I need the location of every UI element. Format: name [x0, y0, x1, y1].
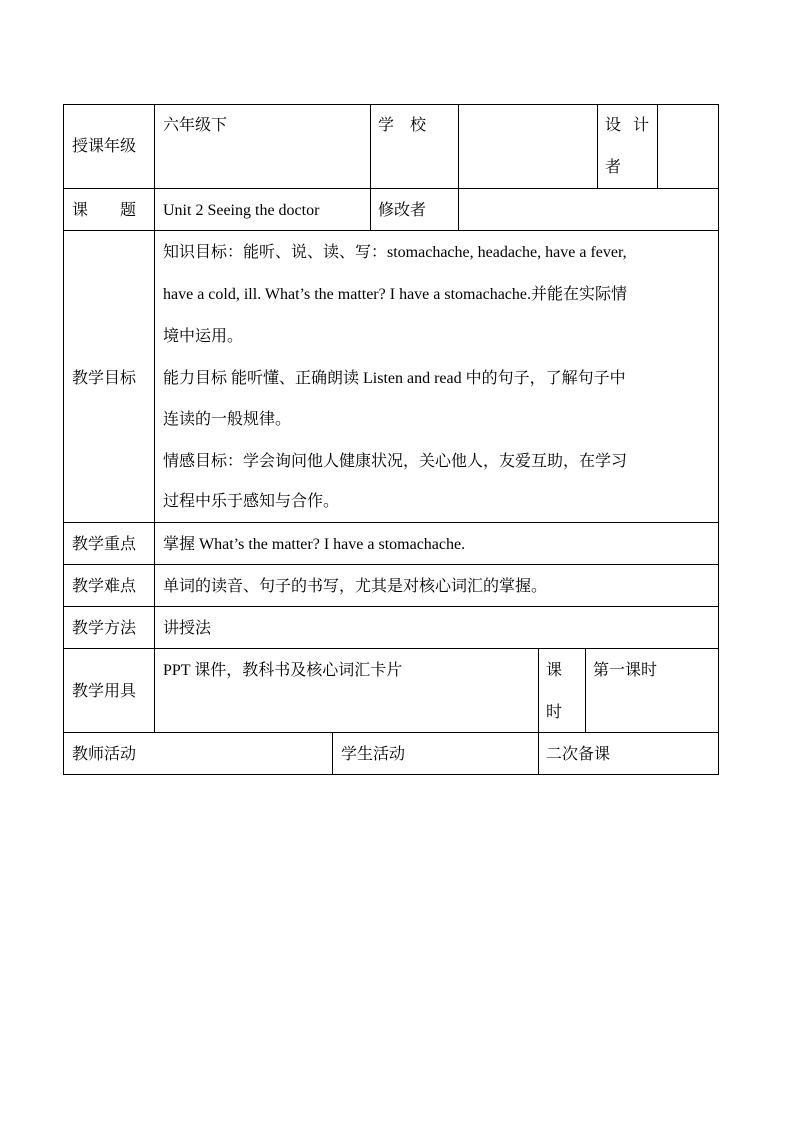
- rule-right: [718, 104, 719, 775]
- rule-r1-d: [657, 104, 658, 188]
- tools-label: 教学用具: [72, 683, 137, 700]
- period-label-line-1: 课: [546, 662, 563, 679]
- objectives-line-3: 境中运用。: [163, 328, 244, 345]
- objectives-line-6: 情感目标：学会询问他人健康状况，关心他人，友爱互助，在学习: [163, 453, 628, 470]
- topic-label: 课 题: [72, 202, 137, 219]
- rule-r7-b: [585, 648, 586, 732]
- rule-r1-b: [458, 104, 459, 188]
- grade-label: 授课年级: [72, 138, 137, 155]
- rule-bottom: [63, 774, 719, 775]
- rule-row2: [63, 230, 719, 231]
- objectives-line-5: 连读的一般规律。: [163, 411, 292, 428]
- teacher-activity-label: 教师活动: [72, 746, 137, 763]
- rule-r2-b: [458, 188, 459, 230]
- school-label: 学 校: [378, 117, 427, 134]
- objectives-line-2: have a cold, ill. What’s the matter? I have a stomachache.并能在实际情: [163, 286, 627, 303]
- student-activity-label: 学生活动: [341, 746, 406, 763]
- rule-r7-a: [538, 648, 539, 732]
- tools-value: PPT 课件，教科书及核心词汇卡片: [163, 662, 403, 679]
- methods-label: 教学方法: [72, 620, 137, 637]
- rule-label-column: [154, 104, 155, 732]
- grade-value: 六年级下: [163, 117, 228, 134]
- rule-top: [63, 104, 719, 105]
- designer-label-line-2: 者: [605, 159, 622, 176]
- reviser-label: 修改者: [378, 202, 427, 219]
- rule-row6: [63, 648, 719, 649]
- key-points-value: 掌握 What’s the matter? I have a stomachache.: [163, 536, 466, 553]
- objectives-line-1: 知识目标：能听、说、读、写：stomachache, headache, have a fever,: [163, 244, 627, 261]
- rule-r1-c: [597, 104, 598, 188]
- difficulties-label: 教学难点: [72, 578, 137, 595]
- objectives-line-7: 过程中乐于感知与合作。: [163, 493, 340, 510]
- topic-value: Unit 2 Seeing the doctor: [163, 202, 320, 219]
- objectives-label: 教学目标: [72, 370, 137, 387]
- rule-row1: [63, 188, 719, 189]
- methods-value: 讲授法: [163, 620, 212, 637]
- rule-r1-a: [370, 104, 371, 188]
- rule-row3: [63, 522, 719, 523]
- rule-row7: [63, 732, 719, 733]
- rule-left: [63, 104, 64, 775]
- rule-row4: [63, 564, 719, 565]
- key-points-label: 教学重点: [72, 536, 137, 553]
- difficulties-value: 单词的读音、句子的书写，尤其是对核心词汇的掌握。: [163, 578, 548, 595]
- rule-r8-b: [538, 732, 539, 774]
- second-prep-label: 二次备课: [546, 746, 611, 763]
- period-value: 第一课时: [593, 662, 658, 679]
- designer-label-line-1: 设 计: [605, 117, 654, 134]
- objectives-line-4: 能力目标 能听懂、正确朗读 Listen and read 中的句子，了解句子中: [163, 370, 626, 387]
- period-label-line-2: 时: [546, 704, 563, 721]
- rule-r8-a: [332, 732, 333, 774]
- rule-r2-a: [370, 188, 371, 230]
- rule-row5: [63, 606, 719, 607]
